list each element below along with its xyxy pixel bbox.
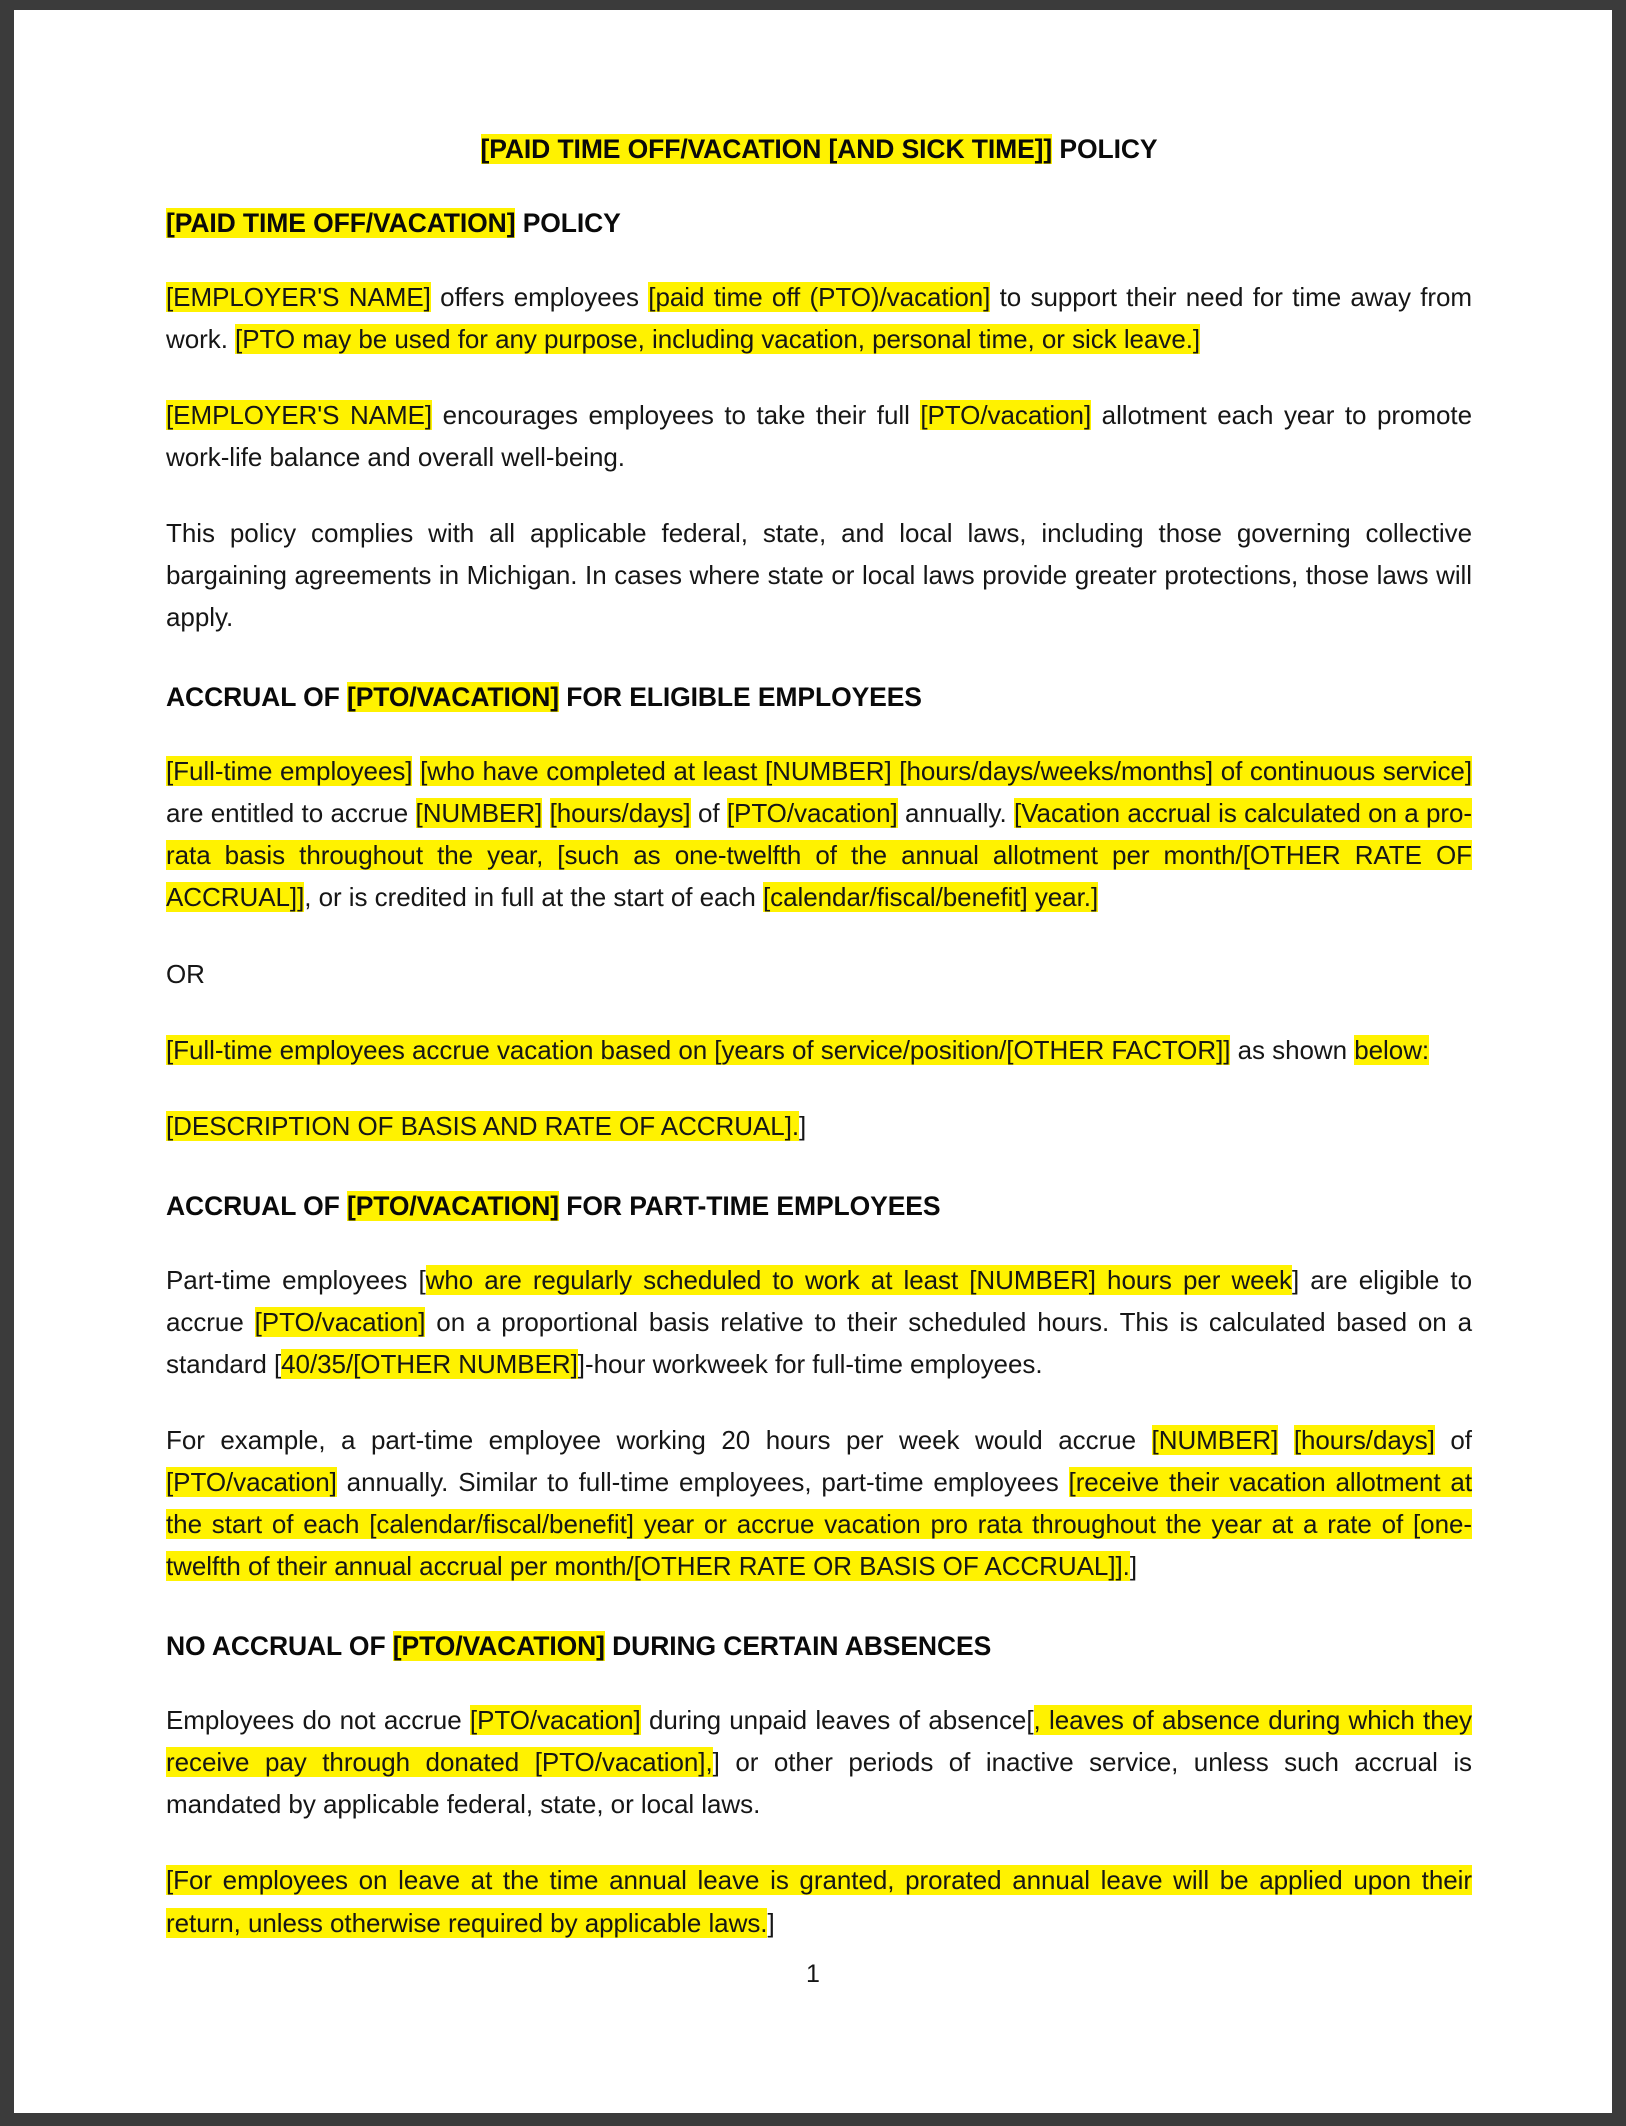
section-heading-accrual-part-time <box>166 1189 1472 1225</box>
section-heading-no-accrual-absences <box>166 1629 1472 1665</box>
placeholder-full-time-employees: [Full-time employees] <box>166 756 413 787</box>
text-run: ] <box>767 1907 775 1938</box>
placeholder-calendar-fiscal-benefit-year: [calendar/fiscal/benefit] year.] <box>762 882 1099 913</box>
paragraph-part-time-eligibility <box>166 1259 1472 1385</box>
text-run: of <box>690 798 727 829</box>
page-title-highlight: [PAID TIME OFF/VACATION [AND SICK TIME]] <box>480 134 1053 164</box>
section-heading-highlight: [PTO/VACATION] <box>346 682 560 713</box>
page-title-plain: POLICY <box>1052 134 1158 164</box>
text-run: annually. <box>897 798 1015 829</box>
text-run: For example, a part-time employee working 20 hours per week would accrue <box>166 1424 1152 1455</box>
paragraph-part-time-example <box>166 1419 1472 1587</box>
text-run: ] or other periods of inactive service, unless such accrual is mandated by applicable federal, state, or local laws. <box>166 1747 1472 1820</box>
placeholder-workweek-hours: 40/35/[OTHER NUMBER] <box>281 1348 578 1379</box>
page-number: 1 <box>806 1960 820 1988</box>
placeholder-pto-vacation: [PTO/vacation] <box>166 1467 337 1498</box>
paragraph-prorated-leave-on-return <box>166 1859 1472 1943</box>
section-heading-pto-vacation-policy <box>166 206 1472 242</box>
text-run: annually. Similar to full-time employees, part-time employees <box>336 1467 1069 1498</box>
placeholder-description-of-basis-and-rate: [DESCRIPTION OF BASIS AND RATE OF ACCRUAL]. <box>166 1110 800 1141</box>
text-run: ]-hour workweek for full-time employees. <box>577 1348 1043 1379</box>
placeholder-pto-vacation: [PTO/vacation] <box>469 1705 641 1736</box>
text-run: ] <box>799 1110 807 1141</box>
section-heading-prefix: ACCRUAL OF <box>166 682 347 713</box>
text-run: as shown <box>1230 1034 1355 1065</box>
placeholder-employers-name: [EMPLOYER'S NAME] <box>166 281 431 312</box>
section-heading-accrual-eligible <box>166 680 1472 716</box>
placeholder-service-requirement: [who have completed at least [NUMBER] [hours/days/weeks/months] of continuous service] <box>420 756 1472 787</box>
placeholder-hours-days: [hours/days] <box>1293 1424 1435 1455</box>
text-run: , or is credited in full at the start of each <box>304 882 763 913</box>
paragraph-accrual-based-on-factor <box>166 1029 1472 1071</box>
placeholder-pto-vacation: [PTO/vacation] <box>920 399 1092 430</box>
section-heading-highlight: [PTO/VACATION] <box>392 1631 605 1662</box>
text-run: of <box>1434 1424 1472 1455</box>
placeholder-prorated-leave-clause: [For employees on leave at the time annual leave is granted, prorated annual leave will be applied upon their return, unless otherwise required by applicable laws. <box>166 1865 1472 1938</box>
placeholder-employers-name: [EMPLOYER'S NAME] <box>166 399 433 430</box>
placeholder-pto-purpose-clause: [PTO may be used for any purpose, including vacation, personal time, or sick leave.] <box>235 323 1201 354</box>
placeholder-donated-pto-clause: , leaves of absence during which they receive pay through donated [PTO/vacation], <box>166 1705 1472 1778</box>
text-run: during unpaid leaves of absence[ <box>640 1705 1034 1736</box>
section-heading-highlight: [PAID TIME OFF/VACATION] <box>166 207 516 238</box>
paragraph-description-of-basis <box>166 1105 1472 1147</box>
text-run: Part-time employees [ <box>166 1264 426 1295</box>
text-run: ] are eligible to accrue <box>166 1264 1472 1337</box>
section-heading-suffix: FOR PART-TIME EMPLOYEES <box>559 1190 941 1221</box>
text-run: Employees do not accrue <box>166 1705 470 1736</box>
text-run: are entitled to accrue <box>166 798 416 829</box>
paragraph-full-time-accrual <box>166 750 1472 918</box>
section-heading-suffix: DURING CERTAIN ABSENCES <box>604 1631 992 1662</box>
placeholder-part-time-allotment-clause: [receive their vacation allotment at the start of each [calendar/fiscal/benefit] year or accrue vacation pro rata throughout the year at a rate of [one-twelfth of their annual accrual per month/[OTHER RATE OR BASIS OF ACCRUAL]]. <box>166 1467 1473 1582</box>
text-run: ] <box>1129 1551 1138 1582</box>
section-heading-plain: POLICY <box>515 207 621 238</box>
text-run: on a proportional basis relative to their scheduled hours. This is calculated based on a standard [ <box>166 1306 1472 1379</box>
placeholder-accrual-basis-clause: [Full-time employees accrue vacation based on [years of service/position/[OTHER FACTOR]] <box>166 1034 1231 1065</box>
paragraph-or-separator <box>166 953 1472 995</box>
text-run: to support their need for time away from work. <box>166 281 1472 354</box>
page-content-area <box>14 10 1612 2113</box>
text-run: OR <box>166 958 205 989</box>
placeholder-prorata-accrual-clause: [Vacation accrual is calculated on a pro-rata basis throughout the year, [such as one-twelfth of the annual allotment per month/[OTHER RATE OF ACCRUAL]] <box>166 798 1472 913</box>
section-heading-prefix: NO ACCRUAL OF <box>166 1631 393 1662</box>
placeholder-paid-time-off-vacation: [paid time off (PTO)/vacation] <box>648 281 991 312</box>
placeholder-number: [NUMBER] <box>415 798 543 829</box>
text-run: offers employees <box>430 281 649 312</box>
text-run <box>1278 1425 1294 1455</box>
placeholder-pto-vacation: [PTO/vacation] <box>726 798 898 829</box>
section-heading-highlight: [PTO/VACATION] <box>346 1190 560 1221</box>
text-run <box>412 756 420 786</box>
placeholder-below: below: <box>1354 1034 1430 1065</box>
paragraph-offers-employees <box>166 276 1472 360</box>
paragraph-encourages-employees <box>166 394 1472 478</box>
page-title <box>166 132 1472 168</box>
placeholder-hours-days: [hours/days] <box>549 798 691 829</box>
paragraph-policy-compliance <box>166 512 1472 638</box>
placeholder-pto-vacation: [PTO/vacation] <box>254 1306 426 1337</box>
text-run: encourages employees to take their full <box>432 399 921 430</box>
text-run: allotment each year to promote work-life balance and overall well-being. <box>166 399 1472 472</box>
paragraph-no-accrual-unpaid-leave <box>166 1699 1472 1825</box>
section-heading-prefix: ACCRUAL OF <box>166 1190 347 1221</box>
text-run: This policy complies with all applicable federal, state, and local laws, including those governing collective bargaining agreements in Michigan. In cases where state or local laws provide greater protections, those laws will apply. <box>166 517 1472 633</box>
document-page <box>14 10 1612 2113</box>
placeholder-scheduled-hours-clause: who are regularly scheduled to work at least [NUMBER] hours per week <box>425 1264 1292 1295</box>
text-run <box>542 798 549 828</box>
placeholder-number: [NUMBER] <box>1151 1424 1279 1455</box>
section-heading-suffix: FOR ELIGIBLE EMPLOYEES <box>559 682 922 713</box>
